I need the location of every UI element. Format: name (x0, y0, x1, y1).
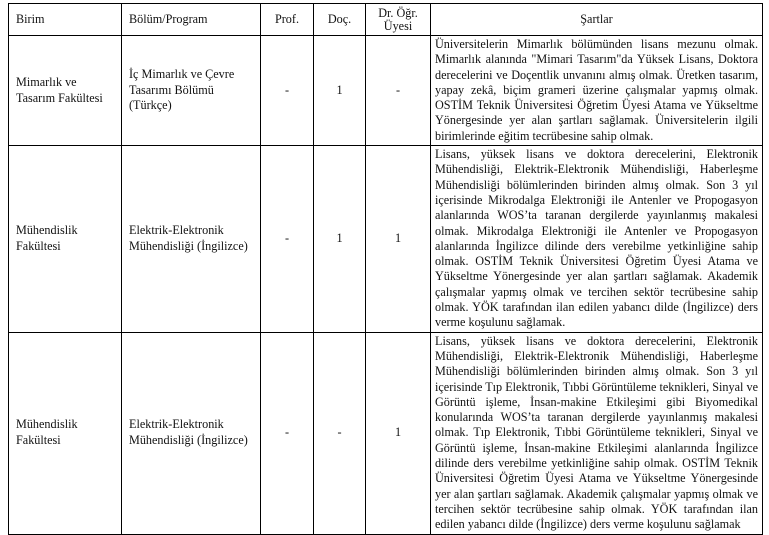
cell-sartlar: Lisans, yüksek lisans ve doktora derecelerini, Elektronik Mühendisliği, Elektrik-Elektronik Mühendisliği, Haberleşme Mühendisliği bölümlerinden birinden almış olmak. Son 3 yıl içerisinde Tıp Elektronik, Tıbbi Görüntüleme teknikleri, Sinyal ve Görüntü işleme, İnsan-makine Etkileşimi gibi Biyomedikal konularında WOS’ta taranan dergilerde yayınlanmış makalesi olmak. Tıp Elektronik, Tıbbi Görüntüleme teknikleri, Sinyal ve Görüntü işleme, İnsan-makine Etkileşimi alanlarında İngilizce dilinde ders verebilme yetkinliğine sahip olmak. OSTİM Teknik Üniversitesi Öğretim Üyesi Atama ve Yükseltme Yönergesinde yer alan şartları sağlamak. Akademik çalışmalar yapmış olmak ve tercihen sektör tecrübesine sahip olmak. YÖK tarafından ilan edilen yabancı dilde (İngilizce) ders verme koşulunu sağlamak (431, 332, 763, 534)
cell-doc: - (314, 332, 366, 534)
table-row (9, 36, 763, 146)
table-row (9, 332, 763, 534)
header-dr-ogr-uyesi (366, 4, 431, 36)
cell-sartlar: Üniversitelerin Mimarlık bölümünden lisans mezunu olmak. Mimarlık alanında "Mimari Tasarım"da Yüksek Lisans, Doktora derecelerini ve Doçentlik unvanını almış olmak. Üretken tasarım, yapay zekâ, biçim grameri üzerine çalışmalar yapmış olmak. OSTİM Teknik Üniversitesi Öğretim Üyesi Atama ve Yükseltme Yönergesinde yer alan şartları sağlamak. Üniversitelerin ilgili birimlerinde eğitim tecrübesine sahip olmak. (431, 36, 763, 146)
cell-prof: - (261, 146, 314, 333)
cell-bolum: Elektrik-Elektronik Mühendisliği (İngilizce) (122, 146, 261, 333)
header-dr-line1: Dr. Öğr. (378, 5, 418, 20)
header-dr-line2: Üyesi (383, 18, 413, 33)
cell-bolum: İç Mimarlık ve Çevre Tasarımı Bölümü (Türkçe) (122, 36, 261, 146)
header-sartlar: Şartlar (431, 4, 763, 36)
cell-doc: 1 (314, 36, 366, 146)
cell-prof: - (261, 332, 314, 534)
cell-dr: 1 (366, 332, 431, 534)
cell-dr: - (366, 36, 431, 146)
cell-prof: - (261, 36, 314, 146)
cell-bolum: Elektrik-Elektronik Mühendisliği (İngilizce) (122, 332, 261, 534)
header-row (9, 4, 763, 36)
cell-sartlar: Lisans, yüksek lisans ve doktora derecelerini, Elektronik Mühendisliği, Elektrik-Elektronik Mühendisliği, Haberleşme Mühendisliği bölümlerinden birinden almış olmak. Son 3 yıl içerisinde Mikrodalga Elektroniği ile Antenler ve Propogasyon alanlarında WOS’ta taranan dergilerde yayınlanmış makalesi olmak. Mikrodalga Elektroniği ile Antenler ve Propogasyon alanlarında İngilizce dilinde ders verebilme yetkinliğine sahip olmak. OSTİM Teknik Üniversitesi Öğretim Üyesi Atama ve Yükseltme Yönergesinde yer alan şartları sağlamak. Akademik çalışmalar yapmış olmak ve tercihen sektör tecrübesine sahip olmak. YÖK tarafından ilan edilen yabancı dilde (İngilizce) ders verme koşulunu sağlamak. (431, 146, 763, 333)
cell-doc: 1 (314, 146, 366, 333)
header-bolum: Bölüm/Program (122, 4, 261, 36)
cell-birim: Mühendislik Fakültesi (9, 146, 122, 333)
cell-dr: 1 (366, 146, 431, 333)
cell-birim: Mühendislik Fakültesi (9, 332, 122, 534)
table-row (9, 146, 763, 333)
positions-table (8, 3, 763, 535)
header-doc: Doç. (314, 4, 366, 36)
header-prof: Prof. (261, 4, 314, 36)
header-birim: Birim (9, 4, 122, 36)
cell-birim: Mimarlık ve Tasarım Fakültesi (9, 36, 122, 146)
